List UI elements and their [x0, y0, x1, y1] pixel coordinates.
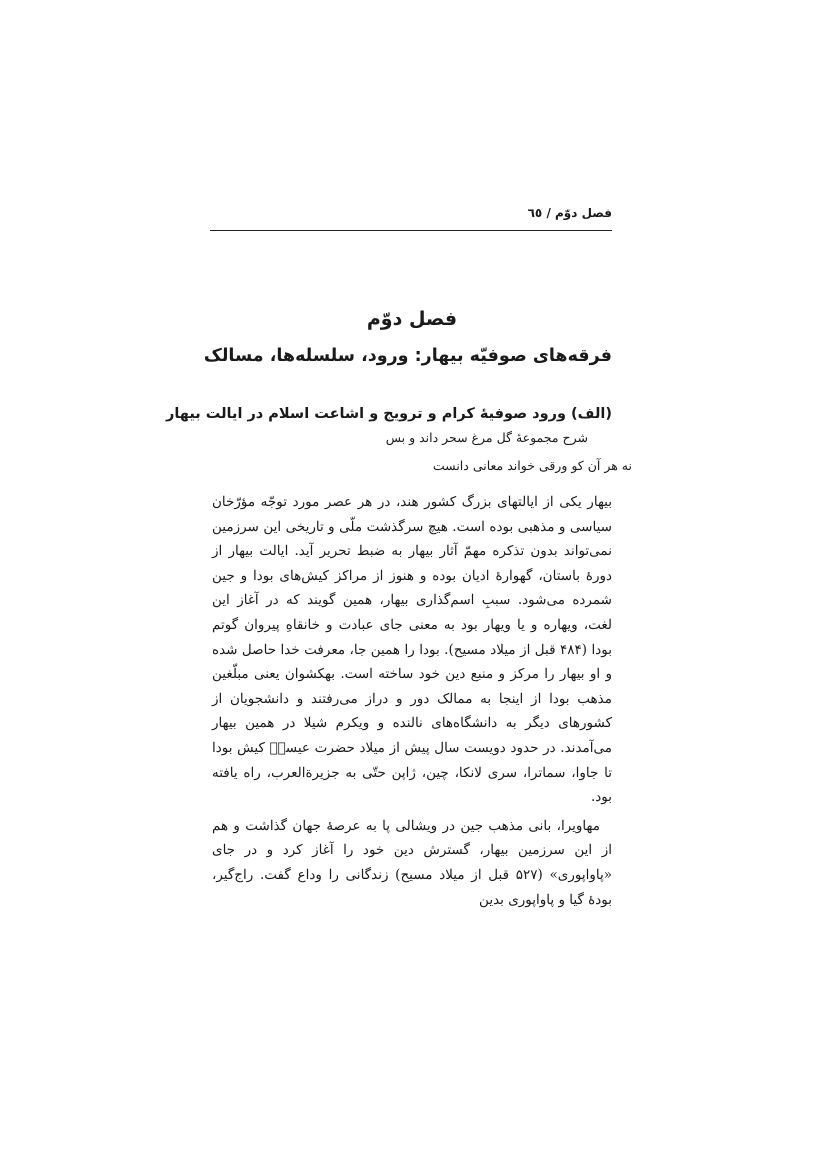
section-heading: (الف) ورود صوفیهٔ کرام و ترویج و اشاعت اسلام در ایالت بیهار [165, 406, 612, 422]
paragraph-2: مهاویرا، بانی مذهب جین در ویشالی پا به عرصهٔ جهان گذاشت و هم از این سرزمین بیهار، گسترش دین خود را آغاز کرد و در جای «پاواپوری» (۵۲۷ قبل از میلاد مسیح) زندگانی را وداع گفت. راج‌گیر، بودهٔ گیا و پاواپوری بدین [212, 817, 612, 908]
verse-line-1: شرح مجموعهٔ گل مرغ سحر داند و بس [385, 430, 588, 445]
chapter-title: فصل دوّم [366, 308, 458, 330]
header-rule [210, 230, 612, 231]
verse-line-2: نه هر آن کو ورقی خواند معانی دانست [432, 458, 632, 473]
body-text [212, 490, 612, 912]
paragraph-1: بیهار یکی از ایالتهای بزرگ کشور هند، در هر عصر مورد توجّه مؤرّخان سیاسی و مذهبی بوده است. هیچ سرگذشت ملّی و تاریخی این سرزمین نمی‌تواند بدون تذکره مهمّ آثار بیهار به ضبط تحریر آید. ایالت بیهار از دورهٔ باستان، گهوارهٔ ادیان بوده و هنوز از مراکز کیش‌های بودا و جین شمرده می‌شود. سببِ اسم‌گذاری بیهار، همین گویند که در آغاز این لغت، ویهاره و یا ویهار بود به معنی جای عبادت و خانقاهِ پیروان گوتم بودا (۴۸۴ قبل از میلاد مسیح). بودا را همین جا، معرفت خدا حاصل شده و او بیهار را مرکز و منبع دین خود ساخته است. بهکشوان یعنی مبلّغین مذهب بودا از اینجا به ممالک دور و دراز می‌رفتند و دانشجویان از کشورهای دیگر به دانشگاه‌های نالنده و ویکرم شیلا در همین بیهار می‌آمدند. در حدود دویست سال پیش از میلاد حضرت عیسیؑ کیش بودا تا جاوا، سماترا، سری لانکا، چین، ژاپن حتّی به جزیرةالعرب، راه یافته بود. [212, 494, 612, 806]
running-header: فصل دوّم / ٦٥ [527, 206, 612, 220]
chapter-subtitle: فرقه‌های صوفیّه بیهار: ورود، سلسله‌ها، مسالک [203, 346, 612, 366]
